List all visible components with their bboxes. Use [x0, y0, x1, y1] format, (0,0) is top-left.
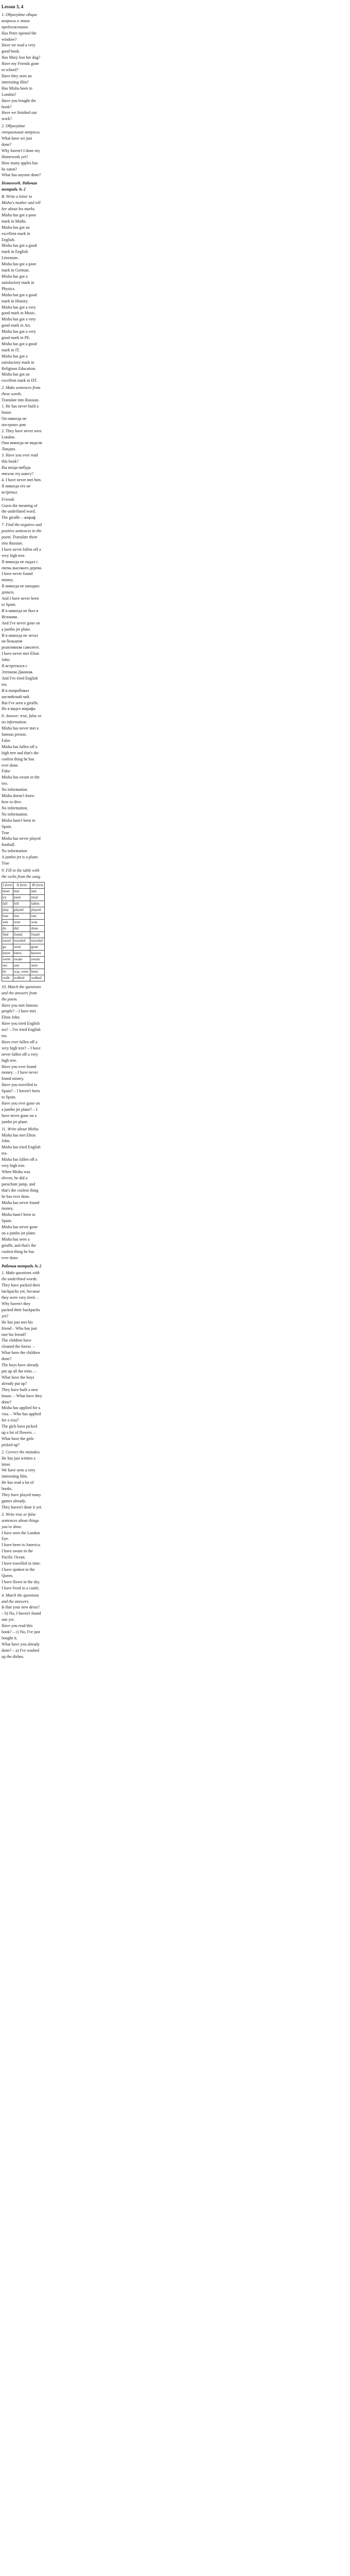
verb-table-row: [2, 894, 45, 901]
text-line: Misha has got a satisfactory mark in Religious Education.: [2, 353, 37, 371]
text-line: Misha has applied for a visa. – Who has applied for a visa?: [2, 1405, 41, 1423]
text-line: No information.: [2, 811, 28, 817]
text-line: No information.: [2, 805, 28, 810]
text-line: Have they seen an interesting film?: [2, 73, 32, 84]
text-line: Have you tried English tea? – I've tried English tea.: [2, 1021, 41, 1039]
text-line: Has Peter opened the window?: [2, 30, 37, 42]
verb-table-cell: see: [2, 962, 13, 969]
verb-table-cell: was, were: [13, 969, 30, 975]
verb-table-cell: be: [2, 969, 13, 975]
verb-table-cell: met: [13, 888, 30, 894]
text-line: Misha has got a poor mark in German.: [2, 262, 37, 273]
exercise-instruction: 9. Fill in the table with the verbs from the song.: [2, 868, 41, 879]
verb-table-row: [2, 938, 45, 944]
text-line: But I've seen a giraffe.: [2, 700, 39, 705]
exercise-instruction: 2. Correct the mistakes.: [2, 1449, 41, 1454]
verb-table-cell: lost: [30, 913, 45, 919]
verb-table-cell: did: [13, 925, 30, 931]
text-line: I have seen the London Eye.: [2, 1530, 40, 1541]
text-line: Why haven't I done my Homework yet?: [2, 148, 40, 159]
text-line: Have you travelled to Spain? – I haven't been to Spain.: [2, 1082, 40, 1100]
text-line: A jumbo jet is a plane.: [2, 855, 39, 860]
text-line: False: [2, 769, 10, 774]
text-line: I have swum in the Pacific Ocean.: [2, 1549, 33, 1560]
text-line: 1. He has never built a house.: [2, 404, 39, 415]
verb-table-cell: knew: [13, 950, 30, 956]
exercise-instruction: 11. Write about Misha.: [2, 1126, 39, 1131]
text-line: Я никогда его не встречал.: [2, 483, 31, 495]
text-line: Misha has got a good mark in History.: [2, 292, 37, 303]
verb-table-cell: fallen: [30, 901, 45, 907]
text-line: Misha has got a good mark in IT.: [2, 341, 37, 352]
text-line: I have flown in the sky.: [2, 1579, 41, 1584]
text-line: Translate into Russian.: [2, 398, 40, 403]
verb-table-cell: found: [13, 931, 30, 938]
verb-table-cell: went: [13, 944, 30, 950]
verb-table-cell: won: [30, 919, 45, 925]
text-line: And I've never gone on a jumbo jet plane.: [2, 620, 40, 632]
document-page: [0, 0, 44, 1664]
exercise-instruction: 7. Find the negative and positive sentences in the poem. Translate them into Russian.: [2, 522, 42, 546]
verb-table-header-cell: III form: [30, 882, 45, 888]
text-line: Misha has got a very good mark in Art.: [2, 317, 36, 328]
text-line: Misha has got a very good mark in PE.: [2, 329, 36, 341]
verb-table-cell: do: [2, 925, 13, 931]
text-line: They have packed their backpacks yet, because they were very tired. – Why haven't they packed their backpacks yet?: [2, 1283, 40, 1318]
verb-table-row: [2, 913, 45, 919]
exercise-instruction: 2. Образуйте специальные вопросы.: [2, 124, 41, 135]
text-line: True: [2, 830, 9, 835]
verb-table-cell: saw: [13, 962, 30, 969]
text-line: И я попробовал английский чай.: [2, 688, 30, 699]
verb-table-row: [2, 975, 45, 981]
verb-table-row: [2, 969, 45, 975]
verb-table-cell: done: [30, 925, 45, 931]
verb-table-cell: find: [2, 931, 13, 938]
text-line: Has Misha been to London?: [2, 86, 32, 97]
verb-table-cell: win: [2, 919, 13, 925]
text-line: When Misha was eleven, he did a parachute jump, and that's the coolest thing he has ever done.: [2, 1169, 39, 1199]
verb-table-cell: met: [30, 888, 45, 894]
exercise-section-a: [2, 12, 42, 880]
verb-table-cell: known: [30, 950, 45, 956]
text-line: Misha hasn't been to Spain.: [2, 1212, 36, 1224]
verb-forms-table: [2, 882, 45, 981]
verb-table-cell: traveled: [13, 938, 30, 944]
text-line: Have you ever found money. – I have never found money.: [2, 1064, 38, 1081]
exercise-instruction: 1. Make questions with the underlined words.: [2, 1270, 40, 1282]
text-line: 2. They have never seen London.: [2, 428, 42, 439]
verb-table-cell: been: [30, 969, 45, 975]
text-line: Have we finished our work?: [2, 110, 37, 122]
text-line: 4. I have never met him.: [2, 477, 42, 482]
text-line: I have travelled in time.: [2, 1561, 41, 1566]
text-line: Misha has fallen off a high tree and that's the coolest thing he has ever done.: [2, 744, 39, 768]
text-line: No information: [2, 849, 27, 854]
text-line: I have never fallen off a very high tree.: [2, 547, 41, 558]
text-line: Have you met famous people? – I have met Elton John.: [2, 1003, 38, 1020]
text-line: They have played many games already.: [2, 1493, 41, 1503]
text-line: 3. Have you ever read this book?: [2, 453, 38, 464]
text-line: Я встретился с Элтоном Джоном.: [2, 664, 33, 674]
text-line: Misha has never gone on a jumbo jet plane.: [2, 1225, 38, 1236]
text-line: How many apples has he eaten?: [2, 160, 38, 172]
text-line: I have spoken to the Queen.: [2, 1567, 35, 1578]
verb-table-cell: won: [13, 919, 30, 925]
verb-table-row: [2, 956, 45, 962]
exercise-instruction: 3. Write true or false sentences about things you've done.: [2, 1512, 39, 1529]
text-line: Misha has fallen off a very high tree.: [2, 1157, 38, 1168]
exercise-instruction: 4. Match the questions and the answers.: [2, 1592, 39, 1604]
verb-table-cell: traveled: [30, 938, 45, 944]
verb-table-cell: play: [2, 907, 13, 913]
verb-table-header-cell: I form: [2, 882, 13, 888]
text-line: He has just written a letter.: [2, 1455, 36, 1467]
section-heading: Рабочая тетрадь № 2: [2, 1263, 42, 1268]
verb-table-row: [2, 888, 45, 894]
text-line: Misha has tried English tea.: [2, 1145, 41, 1156]
text-line: No information.: [2, 787, 28, 792]
text-line: Misha has never played football.: [2, 836, 41, 848]
exercise-section-b: [2, 984, 42, 1660]
text-line: I have been in America.: [2, 1543, 41, 1548]
verb-table-cell: go: [2, 944, 13, 950]
verb-table-cell: gone: [30, 944, 45, 950]
text-line: The boys have already put up all the tents. – What have the boys already put up?: [2, 1363, 39, 1386]
text-line: Но я видел жирафа.: [2, 706, 37, 711]
text-line: What have we just done?: [2, 136, 32, 147]
text-line: Misha doesn't know how to dive.: [2, 793, 35, 804]
text-line: Misha has got a good mark in English Literature.: [2, 243, 37, 261]
text-line: We have seen a very interesting film.: [2, 1468, 36, 1479]
verb-table-row: [2, 907, 45, 913]
text-line: True: [2, 861, 9, 866]
text-line: Have you ever gone on a jumbo jet plane? – I have never gone on a jumbo jet plane.: [2, 1101, 40, 1124]
verb-table-cell: fall: [2, 901, 13, 907]
verb-table-cell: tried: [13, 894, 30, 901]
verb-table-row: [2, 931, 45, 938]
verb-table-cell: walked: [30, 975, 45, 981]
exercise-instruction: B. Write a letter to Misha's mother and tell her about his marks.: [2, 194, 41, 211]
text-line: Misha has swum in the sea.: [2, 775, 40, 786]
text-line: Он никогда не построил дом: [2, 416, 27, 427]
verb-table-row: [2, 950, 45, 956]
verb-table-row: [2, 962, 45, 969]
text-line: Have we read a very good book.: [2, 43, 36, 54]
verb-table-header-cell: II form: [13, 882, 30, 888]
exercise-instruction: 1. Образуйте общие вопросы к этим предложениям.: [2, 12, 38, 29]
text-line: Misha has got an excellent mark in DT.: [2, 372, 38, 383]
text-line: And I have never been to Spain.: [2, 596, 39, 607]
text-line: He has read a lot of books.: [2, 1480, 34, 1492]
text-line: Misha has got a satisfactory mark in Physics.: [2, 274, 34, 291]
text-line: I have never found money.: [2, 571, 33, 583]
text-line: Misha has seen a giraffe, and that's the coolest thing he has ever done.: [2, 1236, 37, 1260]
text-line: And I've tried English tea.: [2, 675, 38, 687]
verb-table-cell: swum: [30, 956, 45, 962]
text-line: Я никогда не находил деньги.: [2, 584, 40, 595]
text-line: They have built a new house. – What have they done?: [2, 1387, 42, 1404]
text-line: Misha has got a very good mark in Music.: [2, 304, 36, 316]
text-line: Has Mary lost her dog?: [2, 55, 41, 60]
text-line: И я никогда не летал на большом реактивном самолете.: [2, 633, 40, 650]
verb-table-cell: played: [13, 907, 30, 913]
text-line: Have ever fallen off a very high tree? – I have never fallen off a very high tree.: [2, 1039, 41, 1063]
text-line: Я никогда не падал с очень высокого дерева.: [2, 559, 42, 570]
verb-table-cell: swam: [13, 956, 30, 962]
page-title: Lesson 3, 4: [2, 4, 24, 9]
exercise-instruction: Friends: [2, 497, 14, 502]
text-line: What have you already done? – a) I've washed up the dishes.: [2, 1641, 40, 1659]
text-line: He has just met his friend – Who has just met his friend?: [2, 1319, 37, 1337]
verb-table-header: [2, 882, 45, 888]
verb-table-cell: swim: [2, 956, 13, 962]
verb-table-cell: lose: [2, 913, 13, 919]
verb-table-row: [2, 919, 45, 925]
text-line: Have you read this book? – c) No, I've just bought it.: [2, 1623, 40, 1640]
text-line: Is that your new dress? – b) No, I haven't found one yet.: [2, 1605, 41, 1622]
text-line: Вы когда-нибудь читали эту книгу?: [2, 465, 33, 476]
text-line: И я никогда не был в Испании.: [2, 608, 39, 619]
verb-table-cell: walk: [2, 975, 13, 981]
exercise-instruction: 2. Make sentences from these words.: [2, 385, 41, 397]
text-line: The children have cleaned the forest. – What have the children done?: [2, 1338, 40, 1362]
text-line: Misha has never met a famous person.: [2, 726, 39, 737]
text-line: Have my Friends gone to school?: [2, 61, 39, 73]
verb-table-cell: seen: [30, 962, 45, 969]
verb-table-cell: walked: [13, 975, 30, 981]
verb-table-row: [2, 944, 45, 950]
verb-table-cell: try: [2, 894, 13, 901]
text-line: Они никогда не видели Лондон.: [2, 440, 42, 452]
section-heading: Homework. Рабочая тетрадь № 2: [2, 181, 38, 192]
verb-table-cell: found: [30, 931, 45, 938]
verb-table-cell: know: [2, 950, 13, 956]
text-line: I have never met Elton John.: [2, 651, 39, 663]
verb-table-row: [2, 925, 45, 931]
exercise-instruction: 8. Answer: true, false or no information.: [2, 714, 42, 725]
text-line: Have you bought the book?: [2, 98, 36, 109]
verb-table-cell: tried: [30, 894, 45, 901]
text-line: Misha has got an excellent mark in English.: [2, 225, 30, 242]
text-line: They haven't done it yet.: [2, 1504, 42, 1510]
text-line: Misha has got a poor mark in Maths.: [2, 212, 37, 224]
text-line: False: [2, 738, 10, 743]
exercise-instruction: 10. Match the questions and the answers from the poem.: [2, 984, 41, 1002]
verb-table-cell: travel: [2, 938, 13, 944]
text-line: I have lived in a castle.: [2, 1585, 40, 1590]
verb-table-cell: played: [30, 907, 45, 913]
text-line: What has anyone done?: [2, 173, 41, 178]
text-line: Misha hasn't been to Spain.: [2, 818, 36, 829]
text-line: Misha has never found money.: [2, 1200, 40, 1211]
verb-table-cell: fell: [13, 901, 30, 907]
verb-table-body: [2, 888, 45, 981]
verb-table-row: [2, 901, 45, 907]
text-line: The giraffe – жираф: [2, 515, 36, 520]
verb-table-cell: lost: [13, 913, 30, 919]
text-line: Guess the meaning of the underlined word.: [2, 503, 38, 514]
text-line: Misha has met Elton John.: [2, 1132, 36, 1144]
verb-table-cell: meet: [2, 888, 13, 894]
text-line: The girls have picked up a lot of flowers. – What have the girls picked up?: [2, 1424, 38, 1447]
